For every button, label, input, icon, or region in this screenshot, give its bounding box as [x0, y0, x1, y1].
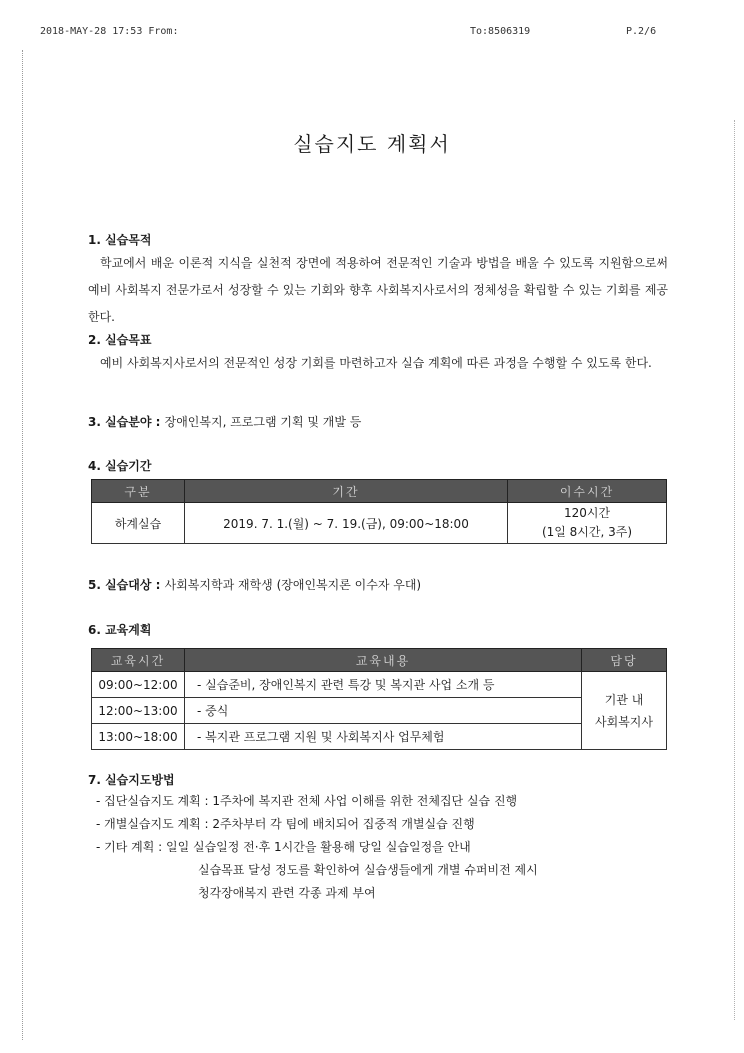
table-row	[92, 724, 667, 750]
edu-owner	[582, 672, 667, 750]
section-period-heading: 4. 실습기간	[88, 459, 152, 473]
fax-recipient: To:8506319	[470, 26, 531, 37]
col-period: 기간	[185, 480, 508, 503]
fax-page-number: P.2/6	[626, 26, 657, 37]
section-field-value: 장애인복지, 프로그램 기획 및 개발 등	[164, 415, 362, 429]
col-owner: 담당	[582, 649, 667, 672]
scan-edge-right	[734, 120, 736, 1020]
section-education-heading: 6. 교육계획	[88, 623, 152, 637]
section-field-heading: 3. 실습분야 :	[88, 415, 161, 429]
list-item: - 기타 계획 : 일일 실습일정 전·후 1시간을 활용해 당일 실습일정을 안내	[96, 840, 471, 854]
section-method	[88, 770, 688, 905]
table-row	[92, 503, 667, 544]
section-target	[88, 575, 668, 595]
edu-owner-line2: 사회복지사	[595, 714, 653, 729]
section-education	[88, 620, 668, 640]
scan-edge-left	[22, 50, 24, 1040]
section-purpose	[88, 230, 668, 331]
period-hours	[508, 503, 667, 544]
fax-sender-line: 2018-MAY-28 17:53 From:	[40, 26, 179, 37]
document-title: 실습지도 계획서	[293, 132, 451, 156]
edu-time: 12:00~13:00	[92, 698, 185, 724]
section-target-value: 사회복지학과 재학생 (장애인복지론 이수자 우대)	[164, 578, 422, 592]
table-row	[92, 672, 667, 698]
list-item: - 집단실습지도 계획 : 1주차에 복지관 전체 사업 이해를 위한 전체집단 실습 진행	[96, 794, 518, 808]
method-list	[96, 790, 688, 905]
edu-content: - 중식	[185, 698, 582, 724]
table-row	[92, 698, 667, 724]
col-content: 교육내용	[185, 649, 582, 672]
section-goal-heading: 2. 실습목표	[88, 333, 152, 347]
col-type: 구분	[92, 480, 185, 503]
edu-owner-line1: 기관 내	[604, 692, 644, 707]
period-table	[91, 479, 667, 544]
list-item: - 개별실습지도 계획 : 2주차부터 각 팀에 배치되어 집중적 개별실습 진행	[96, 817, 475, 831]
edu-content: - 복지관 프로그램 지원 및 사회복지사 업무체험	[185, 724, 582, 750]
section-period	[88, 456, 668, 476]
list-sub-item: 청각장애복지 관련 각종 과제 부여	[198, 886, 376, 900]
fax-header	[0, 26, 744, 42]
section-purpose-heading: 1. 실습목적	[88, 233, 152, 247]
edu-time: 09:00~12:00	[92, 672, 185, 698]
period-table-header	[92, 480, 667, 503]
section-method-heading: 7. 실습지도방법	[88, 773, 175, 787]
section-goal-body: 예비 사회복지사로서의 전문적인 성장 기회를 마련하고자 실습 계획에 따른 과정을 수행할 수 있도록 한다.	[100, 356, 652, 370]
period-type: 하계실습	[92, 503, 185, 544]
edu-content: - 실습준비, 장애인복지 관련 특강 및 복지관 사업 소개 등	[185, 672, 582, 698]
period-hours-total: 120시간	[563, 506, 611, 520]
col-hours: 이수시간	[508, 480, 667, 503]
section-field	[88, 412, 668, 432]
section-target-heading: 5. 실습대상 :	[88, 578, 161, 592]
section-goal	[88, 330, 668, 377]
period-hours-detail: (1일 8시간, 3주)	[541, 525, 633, 539]
edu-time: 13:00~18:00	[92, 724, 185, 750]
col-time: 교육시간	[92, 649, 185, 672]
education-table-header	[92, 649, 667, 672]
section-purpose-body: 학교에서 배운 이론적 지식을 실천적 장면에 적용하여 전문적인 기술과 방법을 배울 수 있도록 지원함으로써 예비 사회복지 전문가로서 성장할 수 있는 기회와 향후 사회복지사로서의 정체성을 확립할 수 있는 기회를 제공한다.	[88, 256, 668, 324]
list-sub-item: 실습목표 달성 정도를 확인하여 실습생들에게 개별 슈퍼비전 제시	[198, 863, 538, 877]
education-table	[91, 648, 667, 750]
period-dates: 2019. 7. 1.(월) ~ 7. 19.(금), 09:00~18:00	[185, 503, 508, 544]
